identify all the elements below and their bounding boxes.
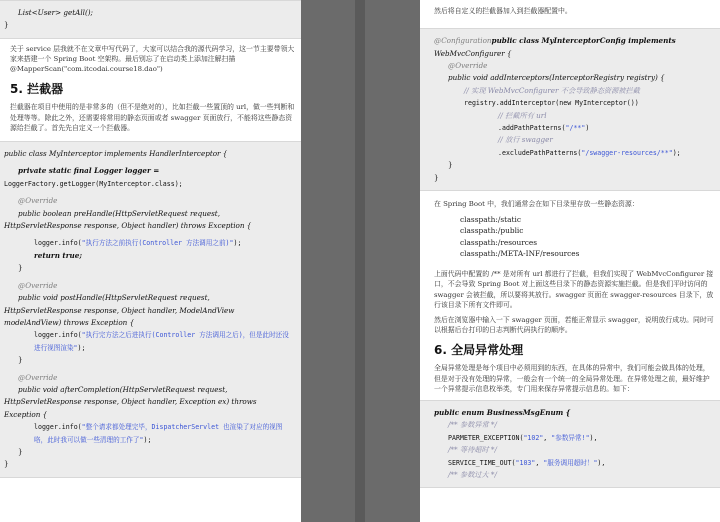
left-page bbox=[0, 0, 301, 522]
code-line: } bbox=[18, 355, 23, 365]
code-line: @Configurationpublic class MyInterceptorConfig implements bbox=[434, 36, 676, 46]
code-line: public void postHandle(HttpServletRequest request, bbox=[18, 293, 210, 303]
code-line: logger.info("整个请求都处理完毕，DispatcherServlet 也渲染了对应的视图咯，此时我可以做一些清理的工作了"); bbox=[34, 423, 283, 444]
code-line: registry.addInterceptor(new MyInterceptor()) bbox=[464, 99, 639, 108]
code-line: } bbox=[434, 172, 439, 182]
code-block-config bbox=[420, 28, 720, 191]
code-line: return true; bbox=[34, 250, 82, 260]
code-line: } bbox=[18, 446, 23, 456]
code-line: modelAndView) throws Exception { bbox=[4, 317, 135, 327]
static-path-list bbox=[434, 214, 714, 259]
code-block-enum bbox=[420, 400, 720, 488]
code-comment: /** 参数异常 */ bbox=[448, 420, 497, 430]
code-line: } bbox=[448, 160, 453, 170]
code-block-dao bbox=[0, 0, 301, 39]
code-line: SERVICE_TIME_OUT("103", "服务调用超时！"), bbox=[448, 458, 606, 467]
code-line: HttpServletResponse response, Object handler, ModelAndView bbox=[4, 305, 235, 315]
code-line: logger.info("执行方法之前执行(Controller 方法调用之前)"); bbox=[34, 239, 242, 248]
paragraph-static-dirs: 在 Spring Boot 中，我们通常会在如下目录里存放一些静态资源： bbox=[434, 200, 639, 209]
code-annotation: @Override bbox=[18, 280, 58, 290]
code-line: public void afterCompletion(HttpServletRequest request, bbox=[18, 384, 228, 394]
code-line: .excludePathPatterns("/swagger-resources/**"); bbox=[498, 148, 681, 157]
code-line: PARMETER_EXCEPTION("102", "参数异常!"), bbox=[448, 433, 598, 442]
code-line: List<User> getAll(); bbox=[18, 8, 93, 17]
code-comment: // 拦截所有 url bbox=[498, 110, 547, 120]
code-line: public class MyInterceptor implements HandlerInterceptor { bbox=[4, 149, 228, 159]
path-item: classpath:/META-INF/resources bbox=[460, 248, 580, 258]
code-line: .addPathPatterns("/**") bbox=[498, 124, 590, 133]
code-line: LoggerFactory.getLogger(MyInterceptor.class); bbox=[4, 179, 183, 188]
page-gutter bbox=[355, 0, 365, 522]
code-comment: // 实现 WebMvcConfigurer 不会导致静态资源被拦截 bbox=[464, 85, 640, 95]
code-annotation: @Override bbox=[18, 372, 58, 382]
path-item: classpath:/resources bbox=[460, 237, 538, 247]
code-block-interceptor bbox=[0, 141, 301, 478]
code-line: public boolean preHandle(HttpServletRequest request, bbox=[18, 208, 220, 218]
code-line: HttpServletResponse response, Object handler) throws Exception { bbox=[4, 221, 252, 231]
code-comment: /** 等待超时 */ bbox=[448, 445, 497, 455]
code-line: } bbox=[18, 263, 23, 273]
code-comment: // 放行 swagger bbox=[498, 135, 553, 145]
paragraph-interceptor-intro: 拦截器在项目中使用的是非常多的（但不是绝对的），比如拦截一些置顶的 url，做一些判断和处理等等。除此之外，还需要将常用的静态页面或者 swagger 页面放行，不能将这些静态资源给拦截了。首先先自定义一个拦截器。 bbox=[10, 103, 295, 132]
path-item: classpath:/public bbox=[460, 226, 524, 236]
code-annotation: @Override bbox=[448, 61, 488, 71]
code-line: HttpServletResponse response, Object handler, Exception ex) throws bbox=[4, 397, 257, 407]
code-line: Exception { bbox=[4, 409, 48, 419]
code-line: public enum BusinessMsgEnum { bbox=[434, 407, 571, 417]
paragraph-swagger-explain: 上面代码中配置的 /** 是对所有 url 都进行了拦截，但我们实现了 WebMvcConfigurer 接口，不会导致 Spring Boot 对上面这些目录下的静态资源实施拦截。但是我们平时访问的 swagger 会被拦截，所以要将其放行。swagger 页面在 swagger-resources 目录下，放行该目录下所有文件即可。 bbox=[434, 270, 714, 309]
paragraph-exception-intro: 全局异常处理是每个项目中必须用到的东西，在具体的异常中，我们可能会做具体的处理，但是对于没有处理的异常，一般会有一个统一的全局异常处理。在异常处理之前，最好维护一个异常提示信息枚举类，专门用来保存异常提示信息的。如下： bbox=[434, 364, 710, 393]
right-page bbox=[420, 0, 720, 522]
code-line: private static final Logger logger = bbox=[18, 166, 160, 176]
code-comment: /** 参数过大 */ bbox=[448, 469, 497, 479]
code-line: } bbox=[4, 459, 9, 469]
paragraph-config-intro: 然后将自定义的拦截器加入到拦截器配置中。 bbox=[434, 7, 572, 15]
code-annotation: @Override bbox=[18, 196, 58, 206]
code-line: } bbox=[4, 20, 9, 30]
code-line: public void addInterceptors(InterceptorRegistry registry) { bbox=[448, 73, 665, 83]
code-line: logger.info("执行完方法之后进执行(Controller 方法调用之后)，但是此时还没进行视图渲染"); bbox=[34, 331, 289, 352]
section-heading-interceptor: 5. 拦截器 bbox=[10, 82, 64, 97]
path-item: classpath:/static bbox=[460, 215, 521, 225]
paragraph-swagger-check: 然后在浏览器中输入一下 swagger 页面，若能正常显示 swagger，说明放行成功。同时可以根据后台打印的日志判断代码执行的顺序。 bbox=[434, 315, 714, 335]
section-heading-exception: 6. 全局异常处理 bbox=[434, 343, 524, 358]
code-line: WebMvcConfigurer { bbox=[434, 48, 512, 58]
paragraph-service: 关于 service 层我就不在文章中写代码了，大家可以结合我的源代码学习，这一节主要带领大家来搭建一个 Spring Boot 空架构。最后别忘了在启动类上添加注解扫描 @MapperScan("com.itcodai.course18.dao") bbox=[10, 44, 295, 74]
